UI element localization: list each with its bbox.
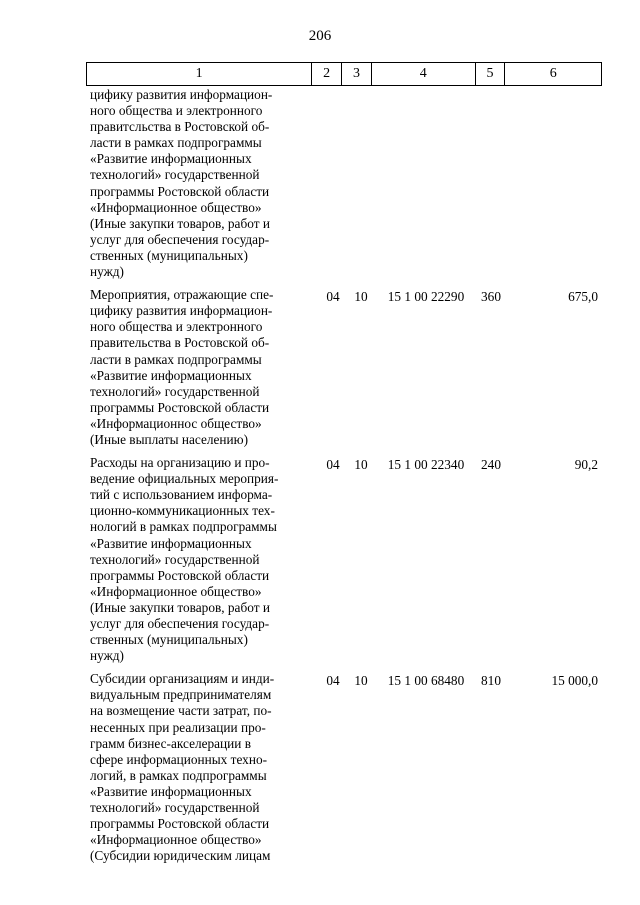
table-row (90, 671, 602, 864)
row-vr: 240 (481, 457, 501, 473)
row-description: Мероприятия, отражающие спе- цифику развития информацион- ного общества и электронного правительства в Ростовской об- ласти в рамках подпрограммы «Развитие информационных технологий» государственной программы Ростовской области «Информационнос общество» (Иные выплаты населению) (90, 287, 274, 447)
table-row (90, 87, 602, 280)
row-rz: 04 (326, 673, 340, 689)
column-header-4: 4 (372, 63, 476, 85)
page-number: 206 (308, 28, 332, 44)
row-rz: 04 (326, 289, 340, 305)
row-pr: 10 (354, 673, 368, 689)
row-csr (380, 87, 472, 89)
row-sum: 90,2 (574, 457, 598, 473)
row-sum: 15 000,0 (551, 673, 598, 689)
row-pr: 10 (354, 457, 368, 473)
row-rz (322, 87, 344, 89)
column-header-1: 1 (87, 63, 312, 85)
column-header-3: 3 (342, 63, 372, 85)
table-header (86, 62, 602, 86)
row-csr: 15 1 00 22340 (387, 457, 465, 473)
row-vr (476, 87, 506, 89)
row-description: Расходы на организацию и про- ведение официальных мероприя- тий с использованием информа- ционно-коммуникационных тех- нологий в рамках подпрограммы «Развитие информационных технологий» государственной программы Ростовской области «Информационное общество» (Иные закупки товаров, работ и услуг для обеспечения государ- ственных (муниципальных) нужд) (90, 455, 279, 664)
column-header-6: 6 (549, 66, 557, 81)
row-vr: 810 (481, 673, 501, 689)
row-sum (510, 87, 598, 89)
row-csr: 15 1 00 22290 (387, 289, 465, 305)
table-row (90, 287, 602, 448)
column-header-2: 2 (312, 63, 342, 85)
row-sum: 675,0 (568, 289, 598, 305)
column-header-5: 5 (476, 63, 506, 85)
row-pr (350, 87, 372, 89)
row-description: цифику развития информацион- ного общества и электронного правитсльства в Ростовской об- ласти в рамках подпрограммы «Развитие информационных технологий» государственной программы Ростовской области «Информационное общество» (Иные закупки товаров, работ и услуг для обеспечения государ- ственных (муниципальных) нужд) (90, 87, 273, 280)
row-rz: 04 (326, 457, 340, 473)
row-description: Субсидии организациям и инди- видуальным предпринимателям на возмещение части затрат, по- несенных при реализации про- грамм бизнес-акселерации в сфере информационных техно- логий, в рамках подпрограммы «Развитие информационных технологий» государственной программы Ростовской области «Информационное общество» (Субсидии юридическим лицам (90, 671, 275, 864)
row-csr: 15 1 00 68480 (387, 673, 465, 689)
row-pr: 10 (354, 289, 368, 305)
row-vr: 360 (481, 289, 501, 305)
table-body (90, 87, 602, 864)
table-row (90, 455, 602, 664)
